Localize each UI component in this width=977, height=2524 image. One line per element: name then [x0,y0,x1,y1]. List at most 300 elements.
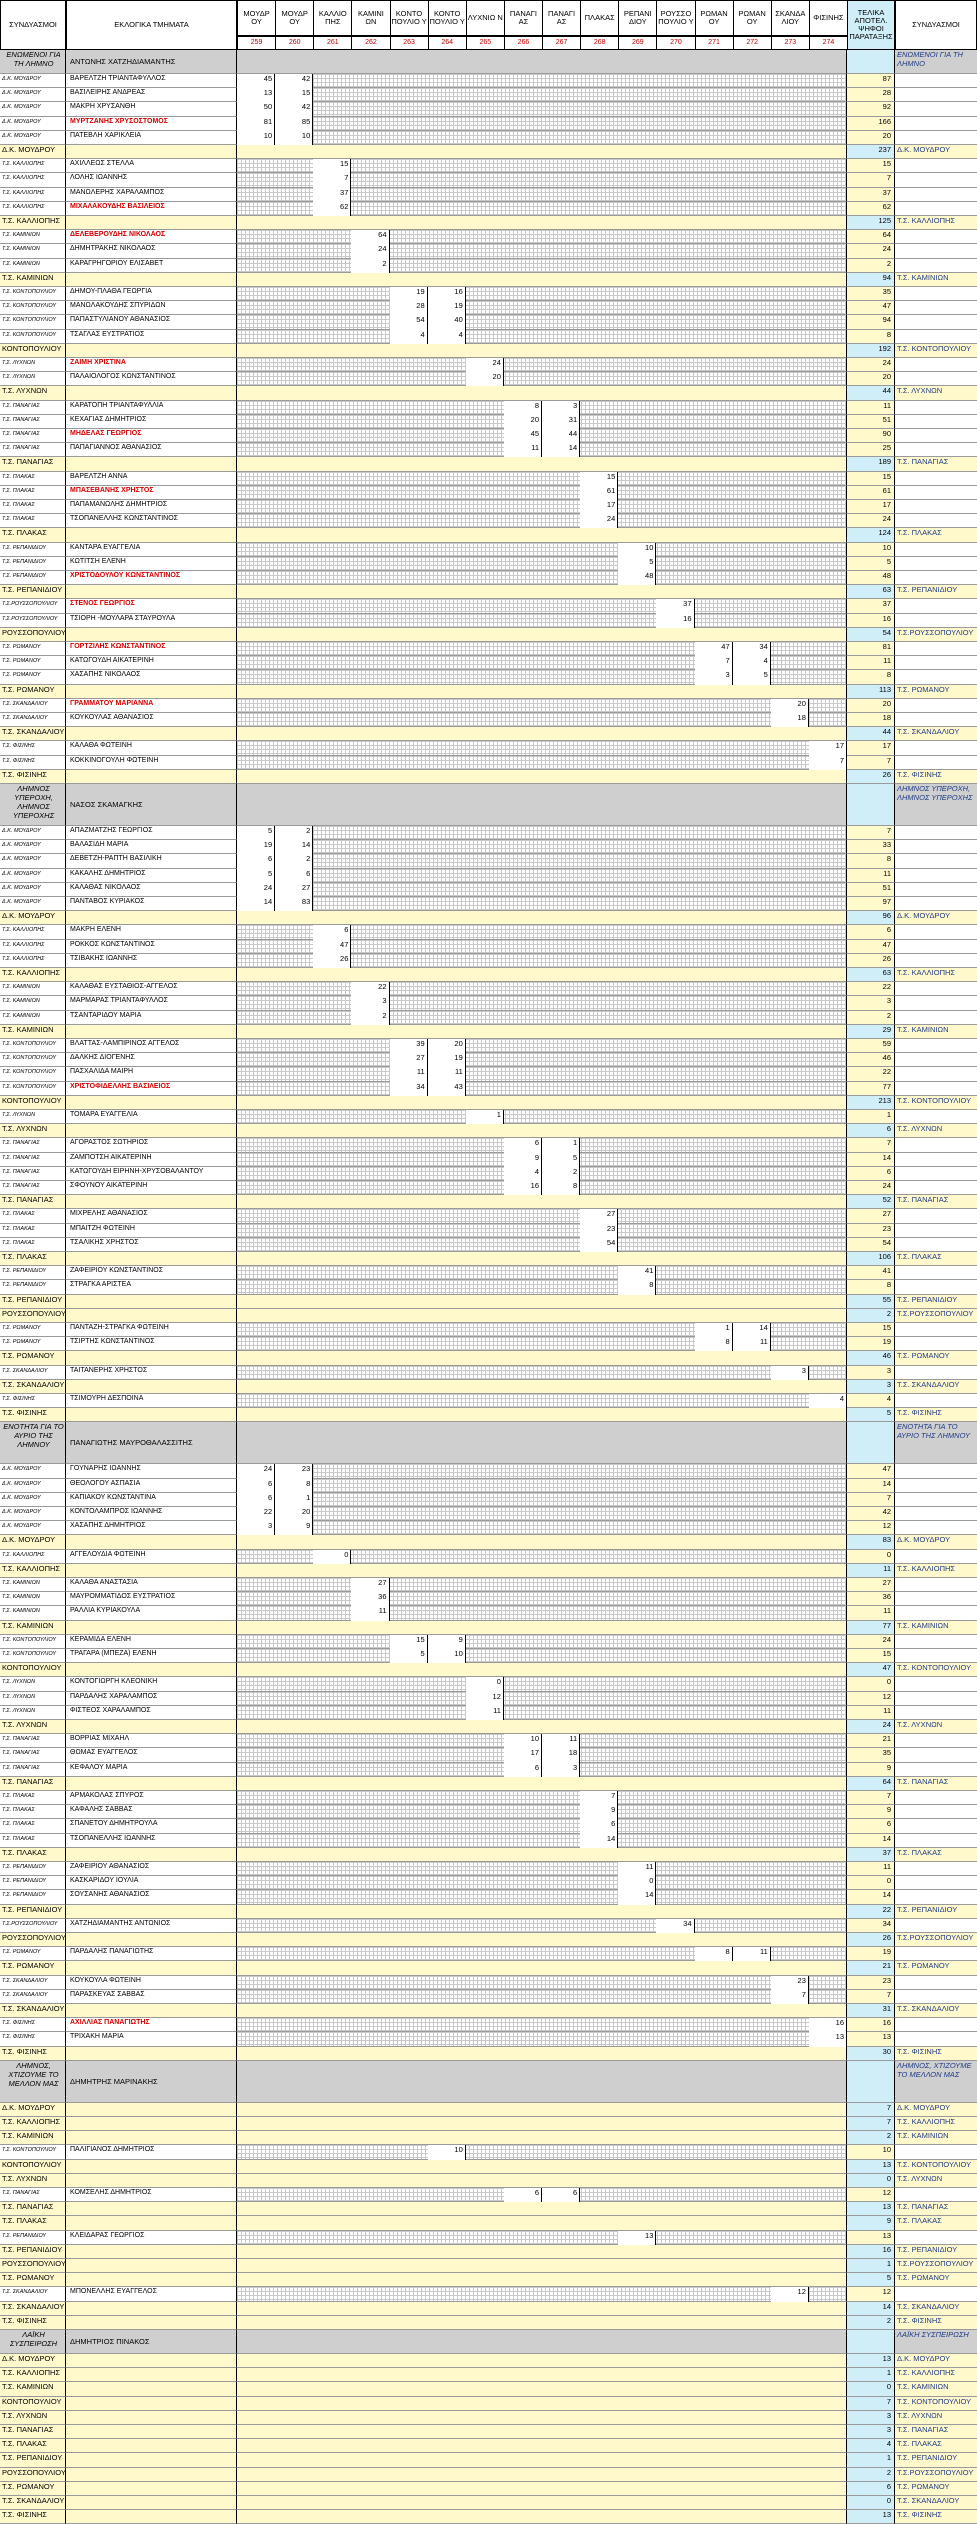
row-total: 7 [847,756,895,770]
vote-cell: 6 [275,869,313,883]
subtotal-row [0,1025,977,1039]
vote-cell: 9 [275,1521,313,1535]
subtotal-row [0,273,977,287]
row-votes-grid [237,1493,847,1507]
row-district-right: Τ.Σ. ΚΑΜΙΝΙΩΝ [895,2131,977,2145]
candidate-row [0,571,977,585]
row-votes-grid [237,996,847,1010]
candidate-row [0,756,977,770]
row-candidate: ΚΟΝΤΟΓΙΩΡΓΗ ΚΛΕΟΝΙΚΗ [66,1677,237,1691]
row-votes-grid [237,1720,847,1734]
row-candidate: ΚΑΡΑΓΡΗΓΟΡΙΟΥ ΕΛΙΣΑΒΕΤ [66,259,237,273]
row-district: Τ.Σ. ΦΙΣΙΝΗΣ [0,2316,66,2330]
vote-cell: 3 [237,1521,275,1535]
vote-cell: 6 [504,2188,542,2202]
row-district: Τ.Σ. ΠΑΝΑΓΙΑΣ [0,1195,66,1209]
row-votes-grid [237,2004,847,2018]
row-total: 30 [847,2047,895,2061]
subtotal-row [0,2216,977,2230]
row-district: Τ.Σ. ΚΟΝΤΟΠΟΥΛΙΟΥ [0,1067,66,1081]
vote-cell: 6 [237,1493,275,1507]
row-votes-grid [237,628,847,642]
row-district-right: Τ.Σ. ΡΕΠΑΝΙΔΙΟΥ [895,1905,977,1919]
row-votes-grid [237,1295,847,1309]
row-total: 1 [847,2368,895,2382]
row-votes-grid [237,2061,847,2103]
subtotal-row [0,457,977,471]
row-district-right [895,514,977,528]
row-candidate [66,1905,237,1919]
row-total: 41 [847,1266,895,1280]
row-district: Τ.Σ. ΚΑΜΙΝΙΩΝ [0,273,66,287]
row-district-right [895,131,977,145]
row-votes-grid [237,2131,847,2145]
row-district-right [895,1366,977,1380]
row-total: 33 [847,840,895,854]
candidate-row [0,1521,977,1535]
candidate-row [0,1224,977,1238]
row-district-right [895,315,977,329]
row-district-right: Τ.Σ. ΚΟΝΤΟΠΟΥΛΙΟΥ [895,1663,977,1677]
candidate-row [0,713,977,727]
row-candidate: ΚΛΕΙΔΑΡΑΣ ΓΕΩΡΓΙΟΣ [66,2231,237,2245]
row-total: 17 [847,500,895,514]
row-total: 113 [847,685,895,699]
row-candidate: ΚΟΥΚΟΥΛΑΣ ΑΘΑΝΑΣΙΟΣ [66,713,237,727]
candidate-row [0,1692,977,1706]
subtotal-row [0,2425,977,2439]
subtotal-row [0,1777,977,1791]
row-district: Τ.Σ. ΠΑΝΑΓΙΑΣ [0,1777,66,1791]
vote-cell: 27 [390,1053,428,1067]
header-col-number: 274 [809,36,848,50]
row-votes-grid [237,656,847,670]
vote-cell: 5 [733,670,771,684]
row-district-right [895,173,977,187]
row-candidate [66,2202,237,2216]
row-votes-grid [237,1067,847,1081]
row-total: 19 [847,1337,895,1351]
row-candidate [66,2103,237,2117]
row-candidate [66,2453,237,2467]
row-votes-grid [237,1819,847,1833]
row-district: Τ.Σ. ΛΥΧΝΩΝ [0,2174,66,2188]
candidate-row [0,1507,977,1521]
row-total: 5 [847,1408,895,1422]
row-district: ΚΟΝΤΟΠΟΥΛΙΟΥ [0,1663,66,1677]
row-candidate [66,727,237,741]
row-votes-grid [237,1592,847,1606]
row-votes-grid [237,2103,847,2117]
row-district-right [895,1053,977,1067]
vote-cell: 8 [542,1181,580,1195]
candidate-row [0,2018,977,2032]
row-votes-grid [237,599,847,613]
row-district: Δ.Κ. ΜΟΥΔΡΟΥ [0,826,66,840]
candidate-row [0,656,977,670]
row-district: ΡΟΥΣΣΟΠΟΥΛΙΟΥ [0,1309,66,1323]
row-total: 20 [847,131,895,145]
vote-cell: 7 [809,756,847,770]
vote-cell: 15 [390,1635,428,1649]
vote-cell: 15 [275,88,313,102]
vote-cell: 10 [428,2145,466,2159]
row-district-right: Τ.Σ. ΡΕΠΑΝΙΔΙΟΥ [895,2453,977,2467]
row-votes-grid [237,188,847,202]
row-total: 7 [847,2103,895,2117]
vote-cell: 19 [390,287,428,301]
row-votes-grid [237,2216,847,2230]
row-total: 96 [847,911,895,925]
vote-cell: 8 [504,401,542,415]
row-candidate: ΚΑΛΑΘΑΣ ΕΥΣΤΑΘΙΟΣ-ΑΓΓΕΛΟΣ [66,982,237,996]
row-district-right: Τ.Σ. ΡΕΠΑΝΙΔΙΟΥ [895,2245,977,2259]
vote-cell: 4 [390,330,428,344]
candidate-row [0,1479,977,1493]
row-candidate [66,386,237,400]
candidate-row [0,159,977,173]
row-total: 83 [847,1535,895,1549]
row-candidate: ΚΕΦΑΛΟΥ ΜΑΡΙΑ [66,1763,237,1777]
row-total: 12 [847,1521,895,1535]
row-district-right: Τ.Σ. ΡΩΜΑΝΟΥ [895,2273,977,2287]
row-total: 46 [847,1053,895,1067]
vote-cell: 13 [237,88,275,102]
row-district: Δ.Κ. ΜΟΥΔΡΟΥ [0,117,66,131]
row-candidate [66,1961,237,1975]
row-district: Τ.Σ. ΡΩΜΑΝΟΥ [0,670,66,684]
row-district-right [895,656,977,670]
row-district: Τ.Σ. ΣΚΑΝΔΑΛΙΟΥ [0,727,66,741]
row-district-right [895,897,977,911]
row-district: Τ.Σ. ΚΑΛΛΙΟΠΗΣ [0,968,66,982]
row-total: 20 [847,699,895,713]
row-votes-grid [237,1209,847,1223]
row-total: 64 [847,1777,895,1791]
candidate-row [0,1706,977,1720]
row-district-right [895,1138,977,1152]
row-votes-grid [237,1238,847,1252]
candidate-row [0,472,977,486]
row-district-right: Δ.Κ. ΜΟΥΔΡΟΥ [895,2103,977,2117]
row-total: 18 [847,713,895,727]
row-district-right [895,1578,977,1592]
vote-cell: 48 [618,571,656,585]
row-votes-grid [237,727,847,741]
header-col-number: 269 [618,36,657,50]
row-candidate: ΚΕΡΑΜΙΔΑ ΕΛΕΝΗ [66,1635,237,1649]
row-candidate: ΘΕΟΛΟΓΟΥ ΑΣΠΑΣΙΑ [66,1479,237,1493]
row-votes-grid [237,486,847,500]
row-district-right: Τ.Σ. ΛΥΧΝΩΝ [895,386,977,400]
row-district: Δ.Κ. ΜΟΥΔΡΟΥ [0,869,66,883]
row-candidate: ΤΣΙΒΑΚΗΣ ΙΩΑΝΝΗΣ [66,954,237,968]
row-candidate: ΠΑΝΑΓΙΩΤΗΣ ΜΑΥΡΟΘΑΛΑΣΣΙΤΗΣ [66,1422,237,1464]
subtotal-row [0,2368,977,2382]
row-district: Τ.Σ. ΚΑΛΛΙΟΠΗΣ [0,2117,66,2131]
row-district: Τ.Σ.ΡΟΥΣΣΟΠΟΥΛΙΟΥ [0,614,66,628]
row-total: 77 [847,1082,895,1096]
subtotal-row [0,1195,977,1209]
row-total: 59 [847,1039,895,1053]
vote-cell: 18 [542,1748,580,1762]
row-candidate: ΑΠΑΖΜΑΤΖΗΣ ΓΕΩΡΓΙΟΣ [66,826,237,840]
row-district-right: Τ.Σ. ΡΩΜΑΝΟΥ [895,1351,977,1365]
row-district-right: Τ.Σ.ΡΟΥΣΣΟΠΟΥΛΙΟΥ [895,2468,977,2482]
row-votes-grid [237,2496,847,2510]
row-district: Τ.Σ. ΡΕΠΑΝΙΔΙΟΥ [0,543,66,557]
row-district: Τ.Σ. ΦΙΣΙΝΗΣ [0,1408,66,1422]
party-row [0,2061,977,2103]
row-district: Τ.Σ. ΚΑΜΙΝΙΩΝ [0,259,66,273]
row-total: 34 [847,1919,895,1933]
candidate-row [0,1606,977,1620]
row-district-right [895,1649,977,1663]
candidate-row [0,1493,977,1507]
row-candidate: ΖΑΦΕΙΡΙΟΥ ΚΩΝΣΤΑΝΤΙΝΟΣ [66,1266,237,1280]
vote-cell: 27 [275,883,313,897]
vote-cell: 27 [351,1578,389,1592]
row-candidate: ΠΑΤΕΒΛΗ ΧΑΡΙΚΛΕΙΑ [66,131,237,145]
subtotal-row [0,2160,977,2174]
row-votes-grid [237,2411,847,2425]
row-district-right: Τ.Σ.ΡΟΥΣΣΟΠΟΥΛΙΟΥ [895,628,977,642]
row-candidate: ΜΑΥΡΟΜΜΑΤΙΔΟΣ ΕΥΣΤΡΑΤΙΟΣ [66,1592,237,1606]
row-district: Τ.Σ. ΡΩΜΑΝΟΥ [0,685,66,699]
row-district-right: Τ.Σ. ΣΚΑΝΔΑΛΙΟΥ [895,2302,977,2316]
vote-cell: 0 [313,1550,351,1564]
row-candidate: ΠΑΡΔΑΛΗΣ ΠΑΝΑΓΙΩΤΗΣ [66,1947,237,1961]
row-district-right: Τ.Σ. ΣΚΑΝΔΑΛΙΟΥ [895,1380,977,1394]
row-district: Τ.Σ. ΠΛΑΚΑΣ [0,1834,66,1848]
row-district: Δ.Κ. ΜΟΥΔΡΟΥ [0,911,66,925]
row-district: Δ.Κ. ΜΟΥΔΡΟΥ [0,88,66,102]
row-total: 125 [847,216,895,230]
row-total: 124 [847,528,895,542]
candidate-row [0,2145,977,2159]
header-col-label: ΚΟΝΤΟ ΠΟΥΛΙΟ Υ [428,0,467,36]
row-total: 16 [847,614,895,628]
row-district-right [895,1834,977,1848]
row-candidate: ΚΩΤΙΤΣΗ ΕΛΕΝΗ [66,557,237,571]
row-district-right [895,472,977,486]
row-district-right: Τ.Σ. ΚΑΛΛΙΟΠΗΣ [895,2368,977,2382]
row-district-right [895,1110,977,1124]
row-candidate [66,1252,237,1266]
vote-cell: 0 [466,1677,504,1691]
row-total: 11 [847,1606,895,1620]
row-votes-grid [237,273,847,287]
row-district: ΡΟΥΣΣΟΠΟΥΛΙΟΥ [0,2259,66,2273]
row-total: 37 [847,1848,895,1862]
row-district-right: ΕΝΟΤΗΤΑ ΓΙΑ ΤΟ ΑΥΡΙΟ ΤΗΣ ΛΗΜΝΟΥ [895,1422,977,1464]
candidate-row [0,1153,977,1167]
candidate-row [0,1266,977,1280]
row-district-right [895,287,977,301]
row-candidate: ΜΑΚΡΗ ΧΡΥΣΑΝΘΗ [66,102,237,116]
subtotal-row [0,1905,977,1919]
vote-cell: 11 [351,1606,389,1620]
row-total: 213 [847,1096,895,1110]
vote-cell: 54 [390,315,428,329]
row-total: 90 [847,429,895,443]
row-district: Τ.Σ. ΚΑΜΙΝΙΩΝ [0,244,66,258]
vote-cell: 20 [466,372,504,386]
row-district-right [895,1635,977,1649]
row-total: 7 [847,1493,895,1507]
row-candidate [66,1663,237,1677]
row-candidate: ΔΕΛΕΒΕΡΟΥΔΗΣ ΝΙΚΟΛΑΟΣ [66,230,237,244]
row-votes-grid [237,1834,847,1848]
row-district-right [895,699,977,713]
row-district-right [895,854,977,868]
vote-cell: 18 [771,713,809,727]
vote-cell: 31 [542,415,580,429]
row-candidate [66,2496,237,2510]
header-col-label: ΠΛΑΚΑΣ [580,0,619,36]
row-district: Τ.Σ. ΠΛΑΚΑΣ [0,1238,66,1252]
candidate-row [0,131,977,145]
vote-cell: 26 [313,954,351,968]
row-district: Τ.Σ. ΡΕΠΑΝΙΔΙΟΥ [0,1905,66,1919]
vote-cell: 42 [275,74,313,88]
row-district: Τ.Σ. ΠΑΝΑΓΙΑΣ [0,1748,66,1762]
row-candidate [66,770,237,784]
row-candidate: ΚΑΚΑΛΗΣ ΔΗΜΗΤΡΙΟΣ [66,869,237,883]
row-total: 15 [847,1323,895,1337]
row-district: Τ.Σ. ΚΑΛΛΙΟΠΗΣ [0,925,66,939]
header-col-number: 266 [504,36,543,50]
candidate-row [0,486,977,500]
row-district: Τ.Σ. ΠΛΑΚΑΣ [0,1805,66,1819]
row-total: 7 [847,1138,895,1152]
row-district-right [895,1976,977,1990]
row-total: 47 [847,1464,895,1478]
row-district: Τ.Σ. ΠΑΝΑΓΙΑΣ [0,2202,66,2216]
row-district: Τ.Σ. ΣΚΑΝΔΑΛΙΟΥ [0,2496,66,2510]
row-votes-grid [237,2354,847,2368]
row-district-right [895,117,977,131]
row-votes-grid [237,1905,847,1919]
subtotal-row [0,2245,977,2259]
candidate-row [0,883,977,897]
row-district: Δ.Κ. ΜΟΥΔΡΟΥ [0,131,66,145]
row-candidate: ΖΑΦΕΙΡΙΟΥ ΑΘΑΝΑΣΙΟΣ [66,1862,237,1876]
row-votes-grid [237,1890,847,1904]
row-total: 55 [847,1295,895,1309]
row-candidate [66,2382,237,2396]
row-district: Τ.Σ. ΡΕΠΑΝΙΔΙΟΥ [0,2245,66,2259]
vote-cell: 11 [466,1706,504,1720]
row-total: 51 [847,883,895,897]
header-col-label: ΦΙΣΙΝΗΣ [809,0,848,36]
row-district-right: Τ.Σ.ΡΟΥΣΣΟΠΟΥΛΙΟΥ [895,1933,977,1947]
row-votes-grid [237,1862,847,1876]
row-total: 22 [847,1905,895,1919]
row-district-right [895,1153,977,1167]
vote-cell: 13 [618,2231,656,2245]
row-district-right [895,330,977,344]
row-district-right [895,2018,977,2032]
vote-cell: 10 [275,131,313,145]
row-votes-grid [237,1550,847,1564]
row-district: Τ.Σ. ΛΥΧΝΩΝ [0,2411,66,2425]
row-district-right: Δ.Κ. ΜΟΥΔΡΟΥ [895,145,977,159]
vote-cell: 64 [351,230,389,244]
row-district: Τ.Σ. ΠΑΝΑΓΙΑΣ [0,415,66,429]
vote-cell: 24 [466,358,504,372]
row-district: Τ.Σ. ΚΟΝΤΟΠΟΥΛΙΟΥ [0,1082,66,1096]
row-votes-grid [237,1706,847,1720]
header-syn-right: ΣΥΝΔΥΑΣΜΟΙ [895,0,977,50]
row-total: 37 [847,188,895,202]
row-district: Τ.Σ. ΣΚΑΝΔΑΛΙΟΥ [0,1976,66,1990]
row-district-right [895,1791,977,1805]
row-votes-grid [237,1380,847,1394]
row-votes-grid [237,1578,847,1592]
subtotal-row [0,1933,977,1947]
row-total: 26 [847,954,895,968]
row-total [847,1422,895,1464]
candidate-row [0,543,977,557]
row-total: 36 [847,1592,895,1606]
row-votes-grid [237,2174,847,2188]
row-district: ΛΗΜΝΟΣ, ΧΤΙΖΟΥΜΕ ΤΟ ΜΕΛΛΟΝ ΜΑΣ [0,2061,66,2103]
vote-cell: 12 [771,2287,809,2301]
row-candidate: ΚΑΡΑΤΟΠΗ ΤΡΙΑΝΤΑΦΥΛΛΙΑ [66,401,237,415]
row-district-right [895,571,977,585]
row-candidate [66,1848,237,1862]
subtotal-row [0,1961,977,1975]
vote-cell: 34 [733,642,771,656]
row-candidate [66,2425,237,2439]
row-district-right [895,1990,977,2004]
row-candidate: ΜΑΡΜΑΡΑΣ ΤΡΙΑΝΤΑΦΥΛΛΟΣ [66,996,237,1010]
candidate-row [0,1734,977,1748]
row-candidate: ΚΑΤΩΓΟΥΔΗ ΕΙΡΗΝΗ-ΧΡΥΣΟΒΑΛΑΝΤΟΥ [66,1167,237,1181]
vote-cell: 4 [809,1394,847,1408]
vote-cell: 83 [275,897,313,911]
candidate-row [0,1110,977,1124]
row-candidate [66,628,237,642]
row-district-right: Τ.Σ. ΣΚΑΝΔΑΛΙΟΥ [895,727,977,741]
vote-cell: 1 [275,1493,313,1507]
row-candidate [66,2411,237,2425]
candidate-row [0,1947,977,1961]
row-total: 14 [847,1479,895,1493]
row-votes-grid [237,1252,847,1266]
row-candidate: ΠΑΝΤΑΒΟΣ ΚΥΡΙΑΚΟΣ [66,897,237,911]
row-total: 3 [847,2425,895,2439]
row-candidate: ΔΗΜΗΤΡΙΟΣ ΠΙΝΑΚΟΣ [66,2330,237,2354]
row-votes-grid [237,472,847,486]
row-district: Δ.Κ. ΜΟΥΔΡΟΥ [0,840,66,854]
row-candidate [66,216,237,230]
row-votes-grid [237,1805,847,1819]
vote-cell: 28 [390,301,428,315]
vote-cell: 17 [809,741,847,755]
subtotal-row [0,1564,977,1578]
row-candidate: ΧΡΙΣΤΟΔΟΥΛΟΥ ΚΩΝΣΤΑΝΤΙΝΟΣ [66,571,237,585]
candidate-row [0,599,977,613]
row-district: ΕΝΟΤΗΤΑ ΓΙΑ ΤΟ ΑΥΡΙΟ ΤΗΣ ΛΗΜΝΟΥ [0,1422,66,1464]
row-district: Τ.Σ. ΚΑΜΙΝΙΩΝ [0,982,66,996]
row-votes-grid [237,145,847,159]
candidate-row [0,230,977,244]
row-votes-grid [237,372,847,386]
row-candidate: ΚΕΧΑΓΙΑΣ ΔΗΜΗΤΡΙΟΣ [66,415,237,429]
row-total: 189 [847,457,895,471]
